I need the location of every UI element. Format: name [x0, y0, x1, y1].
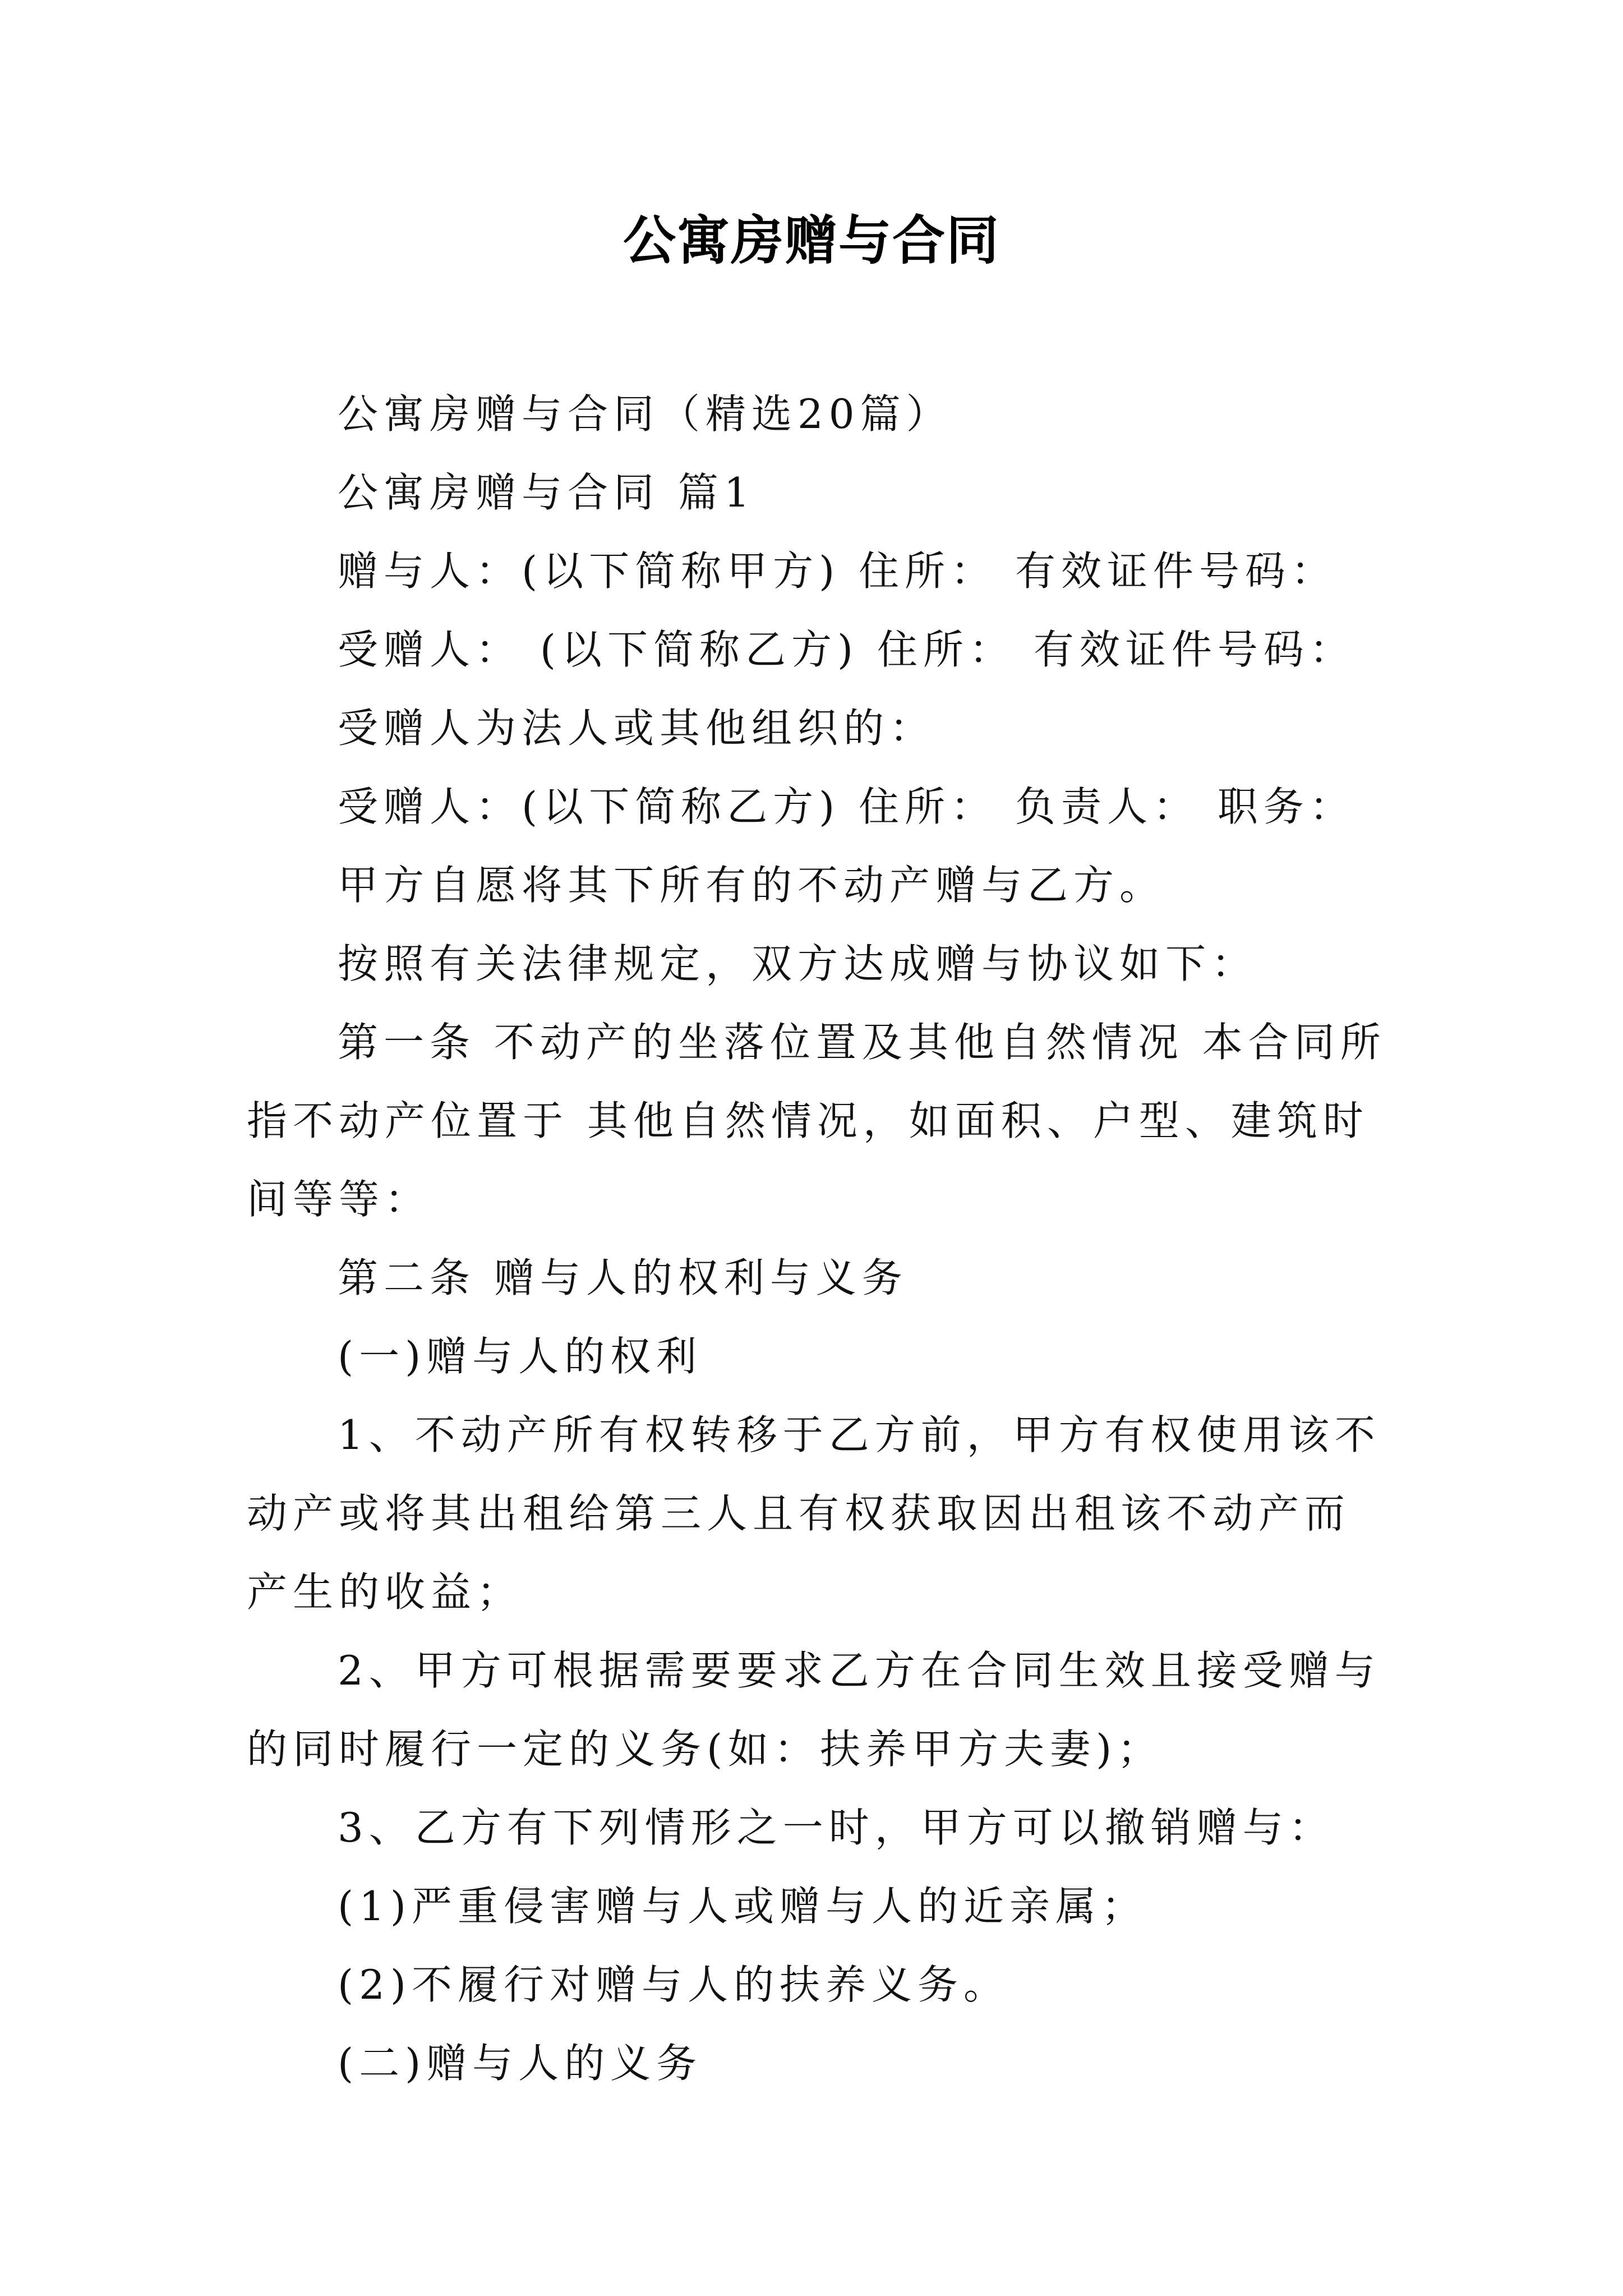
paragraph: (二)赠与人的义务 [338, 2040, 703, 2087]
paragraph: (一)赠与人的权利 [338, 1333, 703, 1380]
paragraph: 3、乙方有下列情形之一时，甲方可以撤销赠与： [338, 1804, 1335, 1851]
paragraph: (2)不履行对赠与人的扶养义务。 [338, 1961, 1009, 2008]
paragraph: 2、甲方可根据需要要求乙方在合同生效且接受赠与的同时履行一定的义务(如：扶养甲方夫妻)； [247, 1647, 1381, 1773]
document-body [247, 375, 1391, 2102]
paragraph: 受赠人为法人或其他组织的： [338, 705, 936, 752]
paragraph: 1、不动产所有权转移于乙方前，甲方有权使用该不动产或将其出租给第三人且有权获取因出租该不动产而产生的收益； [247, 1411, 1381, 1616]
paragraph: 赠与人：(以下简称甲方) 住所： 有效证件号码： [338, 547, 1337, 595]
paragraph: 受赠人：(以下简称乙方) 住所： 负责人： 职务： [338, 783, 1355, 830]
paragraph: 受赠人： (以下简称乙方) 住所： 有效证件号码： [338, 626, 1355, 673]
document-title: 公寓房赠与合同 [623, 210, 1000, 272]
paragraph: 第二条 赠与人的权利与义务 [338, 1254, 908, 1301]
paragraph: (1)严重侵害赠与人或赠与人的近亲属； [338, 1883, 1147, 1930]
paragraph: 公寓房赠与合同（精选20篇） [338, 390, 952, 438]
paragraph: 第一条 不动产的坐落位置及其他自然情况 本合同所指不动产位置于 其他自然情况，如面积、户型、建筑时间等等： [247, 1019, 1386, 1223]
paragraph: 甲方自愿将其下所有的不动产赠与乙方。 [338, 862, 1166, 909]
paragraph: 公寓房赠与合同 篇1 [338, 469, 755, 516]
paragraph: 按照有关法律规定，双方达成赠与协议如下： [338, 940, 1258, 987]
